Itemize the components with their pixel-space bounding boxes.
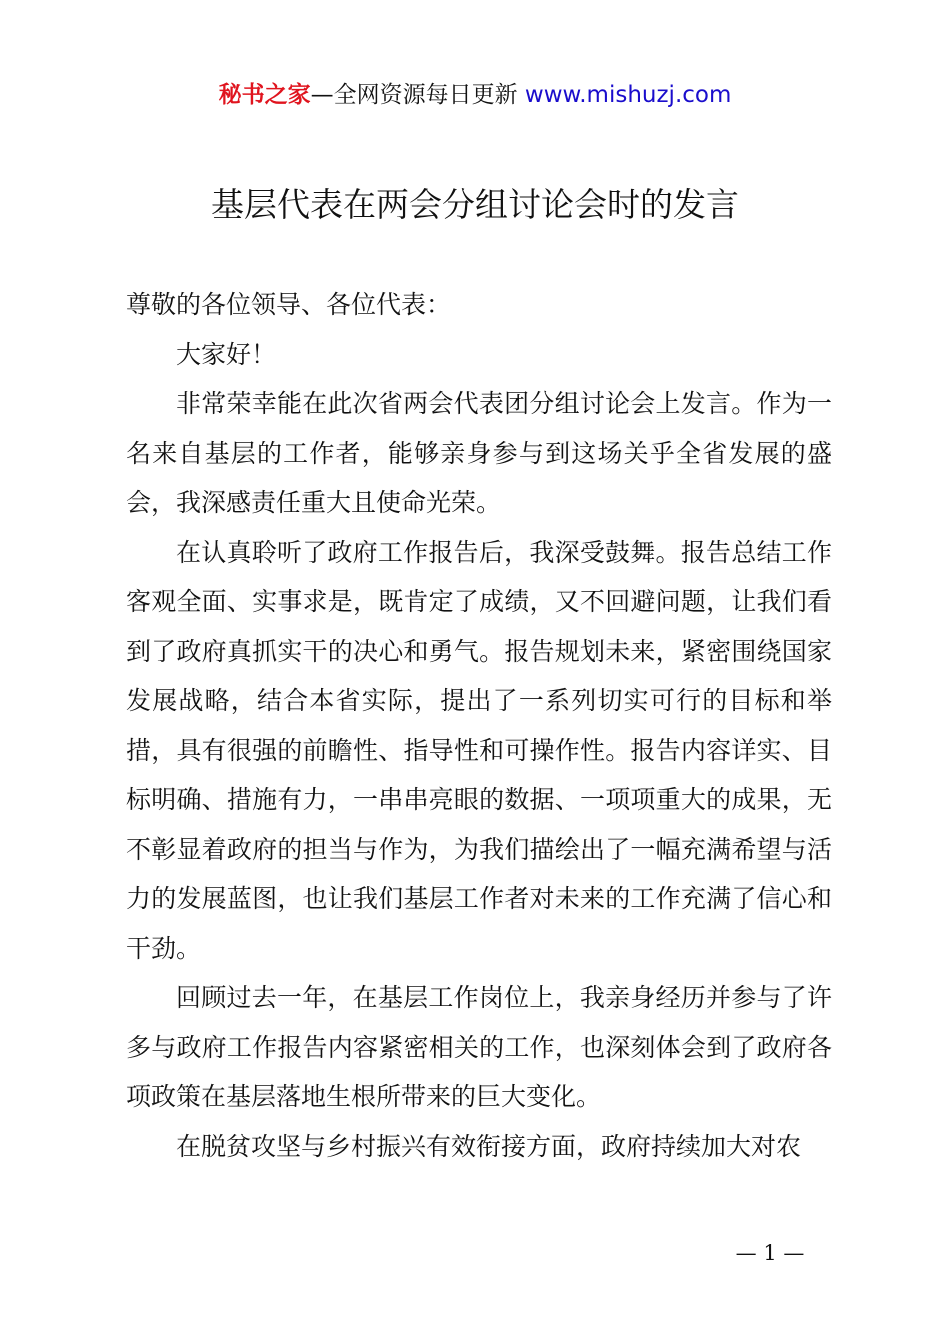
body-paragraph: 在认真聆听了政府工作报告后，我深受鼓舞。报告总结工作客观全面、实事求是，既肯定了成绩，又不回避问题，让我们看到了政府真抓实干的决心和勇气。报告规划未来，紧密围绕国家发展战略，结合本省实际，提出了一系列切实可行的目标和举措，具有很强的前瞻性、指导性和可操作性。报告内容详实、目标明确、措施有力，一串串亮眼的数据、一项项重大的成果，无不彰显着政府的担当与作为，为我们描绘出了一幅充满希望与活力的发展蓝图，也让我们基层工作者对未来的工作充满了信心和干劲。 <box>126 537 832 963</box>
document-body <box>126 280 832 1171</box>
page-number: — 1 — <box>735 1241 805 1265</box>
site-brand: 秘书之家 <box>218 82 311 108</box>
body-paragraph: 回顾过去一年，在基层工作岗位上，我亲身经历并参与了许多与政府工作报告内容紧密相关的工作，也深刻体会到了政府各项政策在基层落地生根所带来的巨大变化。 <box>126 983 832 1111</box>
body-paragraph: 大家好！ <box>176 339 277 369</box>
body-paragraph: 在脱贫攻坚与乡村振兴有效衔接方面，政府持续加大对农 <box>176 1131 802 1161</box>
site-tagline: —全网资源每日更新 <box>310 82 518 108</box>
document-title: 基层代表在两会分组讨论会时的发言 <box>211 185 739 224</box>
site-header <box>0 78 950 112</box>
body-paragraph: 非常荣幸能在此次省两会代表团分组讨论会上发言。作为一名来自基层的工作者，能够亲身参与到这场关乎全省发展的盛会，我深感责任重大且使命光荣。 <box>126 389 832 517</box>
site-url-link[interactable]: www.mishuzj.com <box>524 82 732 108</box>
salutation: 尊敬的各位领导、各位代表： <box>126 290 452 319</box>
